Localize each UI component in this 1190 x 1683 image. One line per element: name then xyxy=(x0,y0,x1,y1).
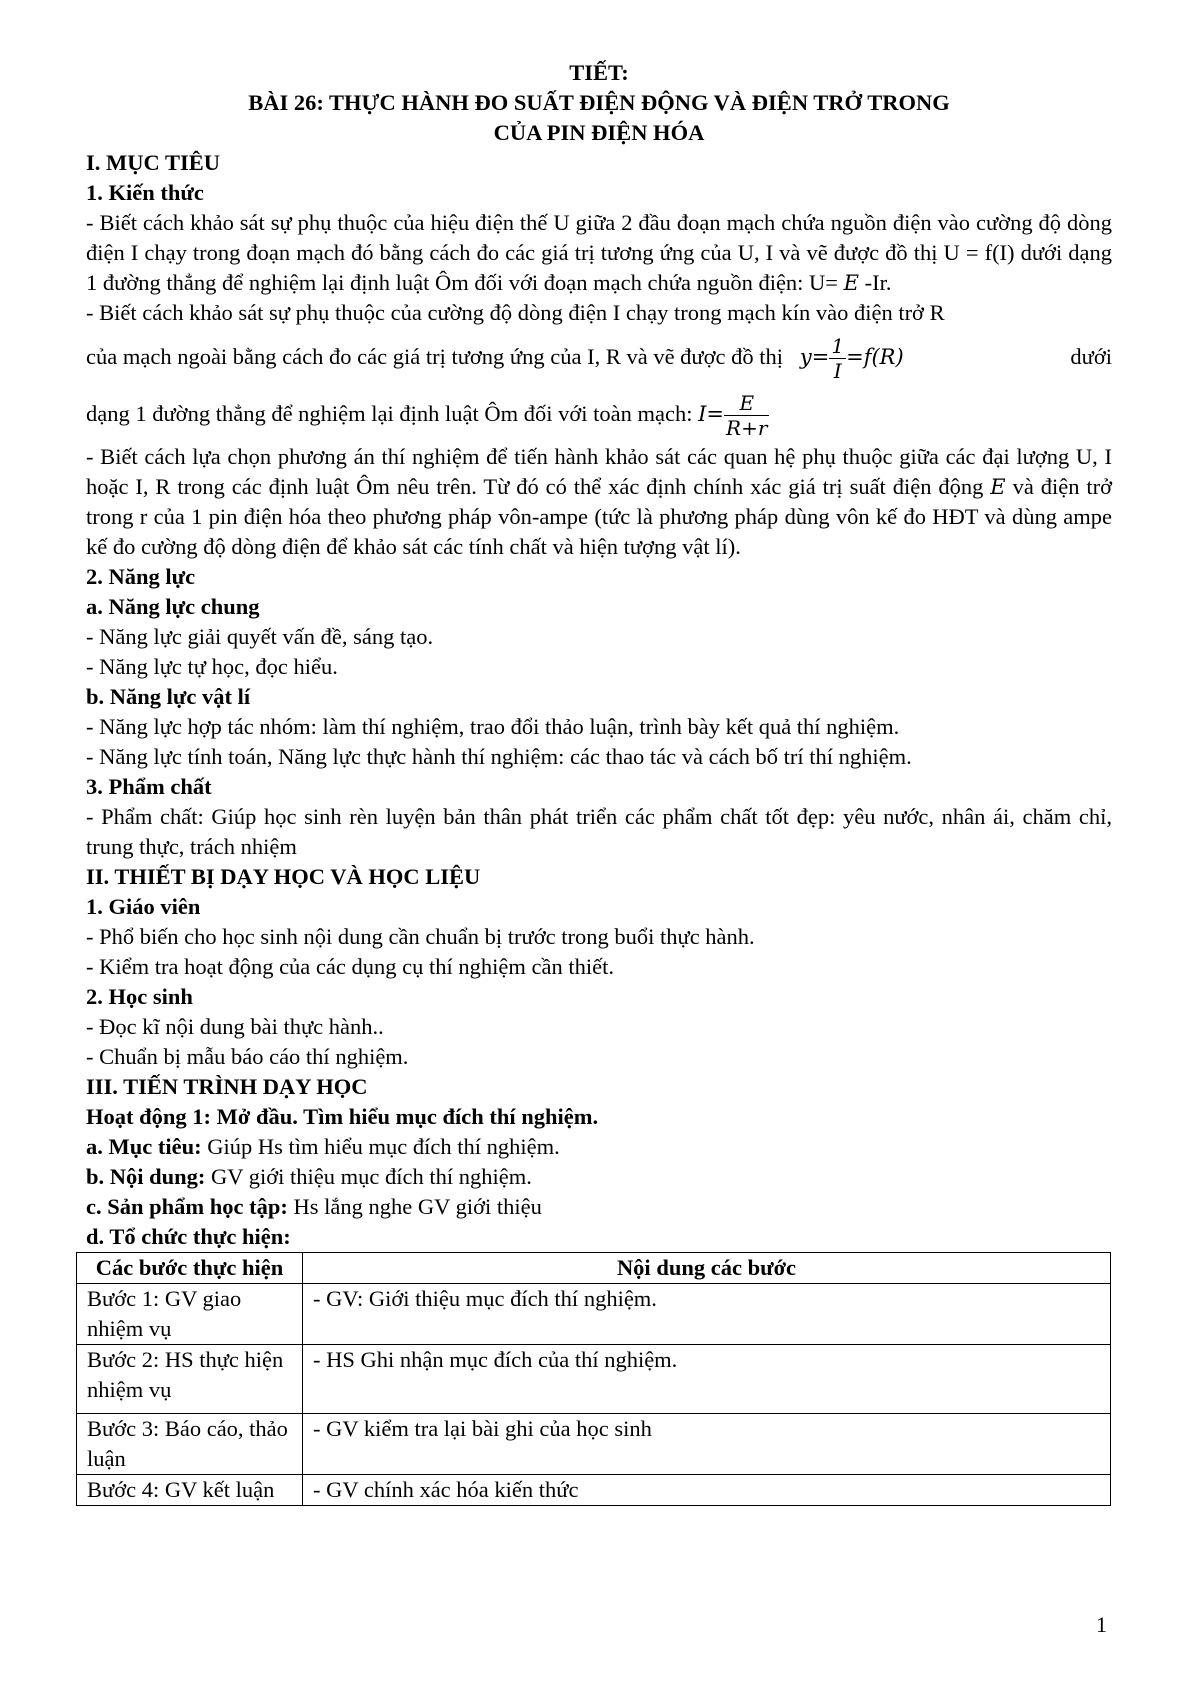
qualities-heading: 3. Phẩm chất xyxy=(86,774,212,799)
document-page xyxy=(86,58,1112,1506)
competence-heading: 2. Năng lực xyxy=(86,564,196,589)
section-objectives-heading: I. MỤC TIÊU xyxy=(86,150,220,175)
knowledge-paragraph-1: - Biết cách khảo sát sự phụ thuộc của hiệu điện thế U giữa 2 đầu đoạn mạch chứa nguồn điện vào cường độ dòng điện I chạy trong đoạn mạch đó bằng cách đo các giá trị tương ứng của U, I và vẽ được đồ thị U = f(I) dưới dạng 1 đường thẳng để nghiệm lại định luật Ôm đối với đoạn mạch chứa nguồn điện: U= E -Ir. xyxy=(86,210,1112,295)
table-row xyxy=(77,1345,1111,1414)
qualities-text: - Phẩm chất: Giúp học sinh rèn luyện bản thân phát triển các phẩm chất tốt đẹp: yêu nước, nhân ái, chăm chỉ, trung thực, trách nhiệm xyxy=(86,804,1112,859)
lesson-period: TIẾT: xyxy=(569,60,629,85)
formula-fraction-1-over-i: $\frac{1}{I}$ xyxy=(831,334,845,384)
knowledge-paragraph-2-line3: dạng 1 đường thẳng để nghiệm lại định luật Ôm đối với toàn mạch: I= $\frac{E}{R+r}$ xyxy=(86,391,768,441)
knowledge-paragraph-3: - Biết cách lựa chọn phương án thí nghiệm để tiến hành khảo sát các quan hệ phụ thuộc giữa các đại lượng U, I hoặc I, R trong các định luật Ôm nêu trên. Từ đó có thể xác định chính xác giá trị suất điện động E và điện trở trong r của 1 pin điện hóa theo phương pháp vôn-ampe (tức là phương pháp dùng vôn kế đo HĐT và dùng ampe kế đo cường độ dòng điện để khảo sát các tính chất và hiện tượng vật lí). xyxy=(86,444,1113,559)
lesson-title: BÀI 26: THỰC HÀNH ĐO SUẤT ĐIỆN ĐỘNG VÀ ĐIỆN TRỞ TRONG xyxy=(248,90,950,115)
activity-product: c. Sản phẩm học tập: Hs lắng nghe GV giới thiệu xyxy=(86,1194,542,1219)
page-number: 1 xyxy=(1096,1612,1107,1637)
step-cell: Bước 4: GV kết luận xyxy=(77,1475,303,1506)
activity-content: b. Nội dung: GV giới thiệu mục đích thí nghiệm. xyxy=(86,1164,532,1189)
steps-table xyxy=(76,1252,1111,1506)
physics-competence-heading: b. Năng lực vật lí xyxy=(86,684,251,709)
teacher-heading: 1. Giáo viên xyxy=(86,894,201,919)
teacher-item: - Kiểm tra hoạt động của các dụng cụ thí nghiệm cần thiết. xyxy=(86,954,614,979)
knowledge-paragraph-2-line2: của mạch ngoài bằng cách đo các giá trị tương ứng của I, R và vẽ được đồ thị y= $\frac{1}{I}$ =f(R) dưới xyxy=(86,334,1112,384)
general-competence-item: - Năng lực giải quyết vấn đề, sáng tạo. xyxy=(86,624,434,649)
general-competence-heading: a. Năng lực chung xyxy=(86,594,260,619)
step-cell: Bước 3: Báo cáo, thảo luận xyxy=(77,1414,303,1475)
physics-competence-item: - Năng lực hợp tác nhóm: làm thí nghiệm, trao đổi thảo luận, trình bày kết quả thí nghiệm. xyxy=(86,714,900,739)
physics-competence-item: - Năng lực tính toán, Năng lực thực hành thí nghiệm: các thao tác và cách bố trí thí nghiệm. xyxy=(86,744,912,769)
table-header-row xyxy=(77,1253,1111,1284)
step-content-cell: - GV kiểm tra lại bài ghi của học sinh xyxy=(303,1414,1111,1475)
activity-organization: d. Tổ chức thực hiện: xyxy=(86,1224,291,1249)
knowledge-paragraph-2-line1: - Biết cách khảo sát sự phụ thuộc của cường độ dòng điện I chạy trong mạch kín vào điện trở R xyxy=(86,300,945,325)
activity-objective: a. Mục tiêu: Giúp Hs tìm hiểu mục đích thí nghiệm. xyxy=(86,1134,560,1159)
teacher-item: - Phổ biến cho học sinh nội dung cần chuẩn bị trước trong buổi thực hành. xyxy=(86,924,755,949)
student-heading: 2. Học sinh xyxy=(86,984,193,1009)
lesson-title-line2: CỦA PIN ĐIỆN HÓA xyxy=(493,120,705,145)
table-row xyxy=(77,1414,1111,1475)
activity-1-heading: Hoạt động 1: Mở đầu. Tìm hiểu mục đích thí nghiệm. xyxy=(86,1104,599,1129)
step-cell: Bước 2: HS thực hiện nhiệm vụ xyxy=(77,1345,303,1414)
section-equipment-heading: II. THIẾT BỊ DẠY HỌC VÀ HỌC LIỆU xyxy=(86,864,481,889)
student-item: - Đọc kĩ nội dung bài thực hành.. xyxy=(86,1014,384,1039)
step-content-cell: - GV chính xác hóa kiến thức xyxy=(303,1475,1111,1506)
formula-ohm-fraction: $\frac{E}{R+r}$ xyxy=(726,391,768,441)
formula-i-left: I= xyxy=(698,402,725,426)
step-content-cell: - GV: Giới thiệu mục đích thí nghiệm. xyxy=(303,1284,1111,1345)
table-header-cell: Nội dung các bước xyxy=(303,1253,1111,1284)
step-cell: Bước 1: GV giao nhiệm vụ xyxy=(77,1284,303,1345)
formula-f-of-r: =f(R) xyxy=(846,345,904,369)
table-row xyxy=(77,1284,1111,1345)
formula-y-left: y= xyxy=(799,345,830,369)
emf-symbol-2: E xyxy=(990,475,1006,499)
emf-symbol: E xyxy=(843,271,859,295)
student-item: - Chuẩn bị mẫu báo cáo thí nghiệm. xyxy=(86,1044,409,1069)
section-process-heading: III. TIẾN TRÌNH DẠY HỌC xyxy=(86,1074,368,1099)
table-header-cell: Các bước thực hiện xyxy=(77,1253,303,1284)
knowledge-heading: 1. Kiến thức xyxy=(86,180,204,205)
general-competence-item: - Năng lực tự học, đọc hiểu. xyxy=(86,654,338,679)
table-row xyxy=(77,1475,1111,1506)
step-content-cell: - HS Ghi nhận mục đích của thí nghiệm. xyxy=(303,1345,1111,1414)
